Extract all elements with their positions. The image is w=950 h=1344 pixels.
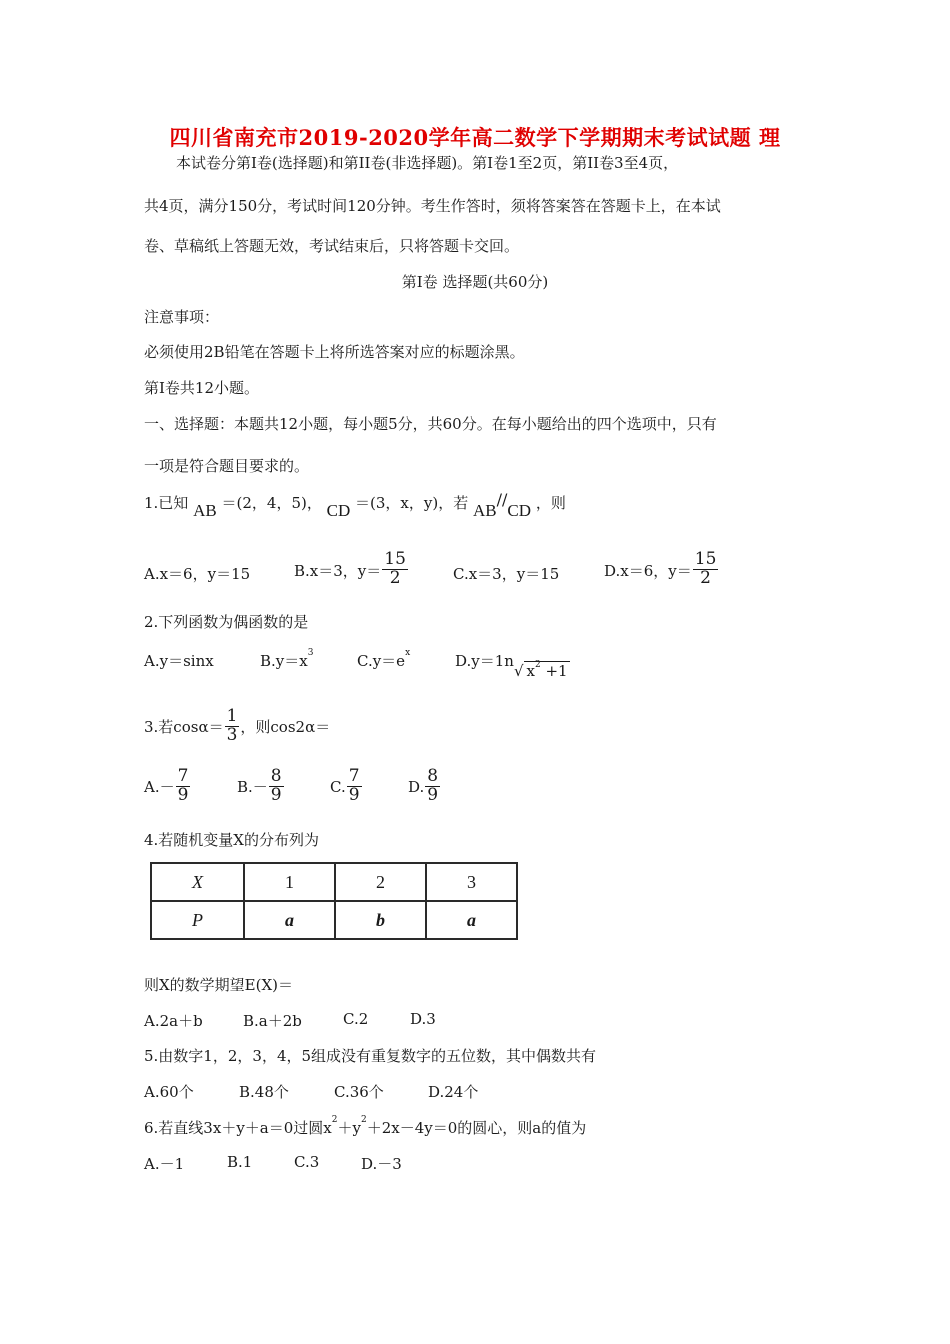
q1-stem (144, 490, 566, 520)
q6-option-c: C.3 (294, 1153, 320, 1171)
section-title: 第Ⅰ卷 选择题(共60分) (401, 273, 549, 291)
q4-stem: 4.若随机变量X的分布列为 (144, 831, 319, 849)
q6-option-b: B.1 (227, 1153, 253, 1171)
q3-option-b: B.－ $\frac{8}{9}$ (237, 766, 282, 805)
q2-option-d: D.y＝1n√ $x^2 +1$ (455, 652, 568, 680)
q1-option-c: C.x＝3，y＝15 (453, 565, 560, 583)
q5-option-c: C.36个 (334, 1083, 384, 1101)
q4-option-d: D.3 (410, 1010, 436, 1028)
q1-text-3: ＝(3，x，y)，若 (355, 494, 469, 512)
vector-ab-2: AB (473, 501, 497, 520)
notes-line-1: 必须使用2B铅笔在答题卡上将所选答案对应的标题涂黑。 (144, 343, 525, 361)
vector-cd-2: CD (507, 501, 532, 520)
q5-option-a: A.60个 (144, 1083, 194, 1101)
q3-option-a: A.－ $\frac{7}{9}$ (144, 766, 189, 805)
q2-option-b: $B.y=x^3$ (260, 648, 314, 670)
q1-option-b: B.x＝3，y＝ $\frac{15}{2}$ (294, 549, 406, 588)
table-row (151, 863, 517, 901)
q4-ask: 则X的数学期望E(X)＝ (144, 976, 294, 994)
table-row (151, 901, 517, 939)
q4-option-c: C.2 (343, 1010, 369, 1028)
table-cell: P (151, 901, 244, 939)
intro-line-3: 卷、草稿纸上答题无效，考试结束后，只将答题卡交回。 (144, 237, 520, 255)
parallel-symbol: // (496, 490, 508, 509)
q5-option-b: B.48个 (239, 1083, 289, 1101)
q1-text-2: ＝(2，4，5)， (221, 494, 322, 512)
notes-line-2: 第Ⅰ卷共12小题。 (144, 379, 260, 397)
q6-option-d: D.－3 (361, 1155, 402, 1173)
q1-options (144, 548, 764, 598)
vector-ab: AB (193, 501, 217, 520)
q3-option-d: D. $\frac{8}{9}$ (408, 766, 439, 805)
q3-stem: 3.若cosα＝ $\frac{1}{3}$ ，则cos2α＝ (144, 706, 331, 745)
table-cell: 1 (244, 863, 335, 901)
q3-option-c: C. $\frac{7}{9}$ (330, 766, 360, 805)
q1-option-a: A.x＝6，y＝15 (144, 565, 251, 583)
document-title: 四川省南充市2019-2020学年高二数学下学期期末考试试题 理 (169, 125, 781, 150)
q2-options (144, 650, 644, 690)
q1-text-1: 1.已知 (144, 494, 189, 512)
q6-stem: 6.若直线3x＋y＋a＝0过圆$x^2+y^2+2x-4y=0$的圆心，则a的值为 (144, 1115, 587, 1137)
table-cell: 2 (335, 863, 426, 901)
q2-stem: 2.下列函数为偶函数的是 (144, 613, 309, 631)
q4-option-b: B.a＋2b (243, 1012, 302, 1030)
part1-line-1: 一、选择题：本题共12小题，每小题5分，共60分。在每小题给出的四个选项中，只有 (144, 415, 717, 433)
notes-heading: 注意事项： (144, 308, 220, 326)
sqrt-expression: √ $x^2 +1$ (513, 660, 568, 680)
q5-stem: 5.由数字1，2，3，4，5组成没有重复数字的五位数，其中偶数共有 (144, 1047, 597, 1065)
q4-option-a: A.2a＋b (144, 1012, 203, 1030)
q5-option-d: D.24个 (428, 1083, 479, 1101)
intro-line-2: 共4页，满分150分，考试时间120分钟。考生作答时，须将答案答在答题卡上，在本试 (144, 197, 721, 215)
q2-option-a: A.y＝sinx (144, 652, 214, 670)
part1-line-2: 一项是符合题目要求的。 (144, 457, 310, 475)
q1-text-4: ，则 (535, 494, 566, 512)
q2-option-c: $C.y=e^x$ (357, 648, 411, 670)
q3-options (144, 768, 544, 818)
table-cell: X (151, 863, 244, 901)
table-cell: a (244, 901, 335, 939)
vector-cd: CD (326, 501, 351, 520)
table-cell: b (335, 901, 426, 939)
table-cell: a (426, 901, 517, 939)
intro-line-1: 本试卷分第Ⅰ卷(选择题)和第II卷(非选择题)。第Ⅰ卷1至2页，第II卷3至4页， (176, 154, 679, 172)
q6-option-a: A.－1 (144, 1155, 185, 1173)
table-cell: 3 (426, 863, 517, 901)
q1-option-d: D.x＝6，y＝ $\frac{15}{2}$ (604, 549, 717, 588)
distribution-table (150, 862, 518, 940)
